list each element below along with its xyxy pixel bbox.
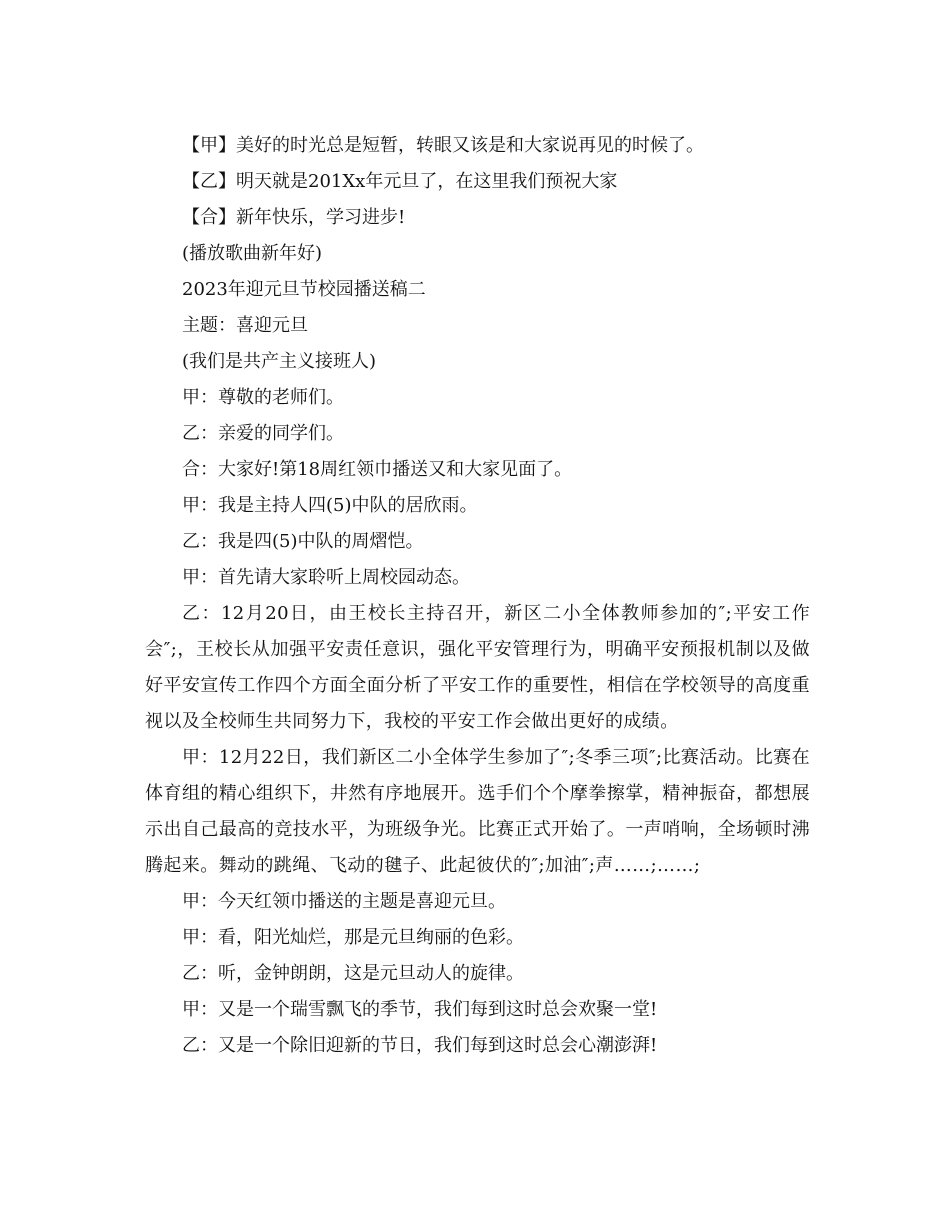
text-line: 乙：听，金钟朗朗，这是元旦动人的旋律。 [182,963,524,984]
text-line: 甲：又是一个瑞雪飘飞的季节，我们每到这时总会欢聚一堂! [182,999,658,1020]
paragraph-winter-sports: 甲：12月22日，我们新区二小全体学生参加了″;冬季三项″;比赛活动。比赛在体育组的精心组织下，井然有序地展开。选手们个个摩拳擦掌，精神振奋，都想展示出自己最高的竞技水平，为班级争光。比赛正式开始了。一声哨响，全场顿时沸腾起来。舞动的跳绳、飞动的毽子、此起彼伏的″;加油″;声……;……; [145,747,810,876]
text-line: 【甲】美好的时光总是短暂，转眼又该是和大家说再见的时候了。 [182,135,704,156]
text-line: (我们是共产主义接班人) [182,351,377,372]
text-line: 乙：我是四(5)中队的周熠恺。 [182,531,424,552]
text-line: 甲：我是主持人四(5)中队的居欣雨。 [182,495,478,516]
document-body [145,128,810,1064]
section-title: 2023年迎元旦节校园播送稿二 [182,279,426,300]
paragraph-teacher-meeting: 乙：12月20日，由王校长主持召开，新区二小全体教师参加的″;平安工作会″;，王校长从加强平安责任意识，强化平安管理行为，明确平安预报机制以及做好平安宣传工作四个方面全面分析了平安工作的重要性，相信在学校领导的高度重视以及全校师生共同努力下，我校的平安工作会做出更好的成绩。 [145,603,810,732]
theme-line: 主题：喜迎元旦 [182,315,308,336]
text-line: 【乙】明天就是201Xx年元旦了，在这里我们预祝大家 [182,171,618,192]
text-line: 【合】新年快乐，学习进步! [182,207,406,228]
text-line: 甲：看，阳光灿烂，那是元旦绚丽的色彩。 [182,927,524,948]
text-line: 甲：首先请大家聆听上周校园动态。 [182,567,470,588]
text-line: 甲：尊敬的老师们。 [182,387,344,408]
text-line: (播放歌曲新年好) [182,243,323,264]
text-line: 甲：今天红领巾播送的主题是喜迎元旦。 [182,891,506,912]
text-line: 乙：又是一个除旧迎新的节日，我们每到这时总会心潮澎湃! [182,1035,658,1056]
text-line: 乙：亲爱的同学们。 [182,423,344,444]
text-line: 合：大家好!第18周红领巾播送又和大家见面了。 [182,459,573,480]
